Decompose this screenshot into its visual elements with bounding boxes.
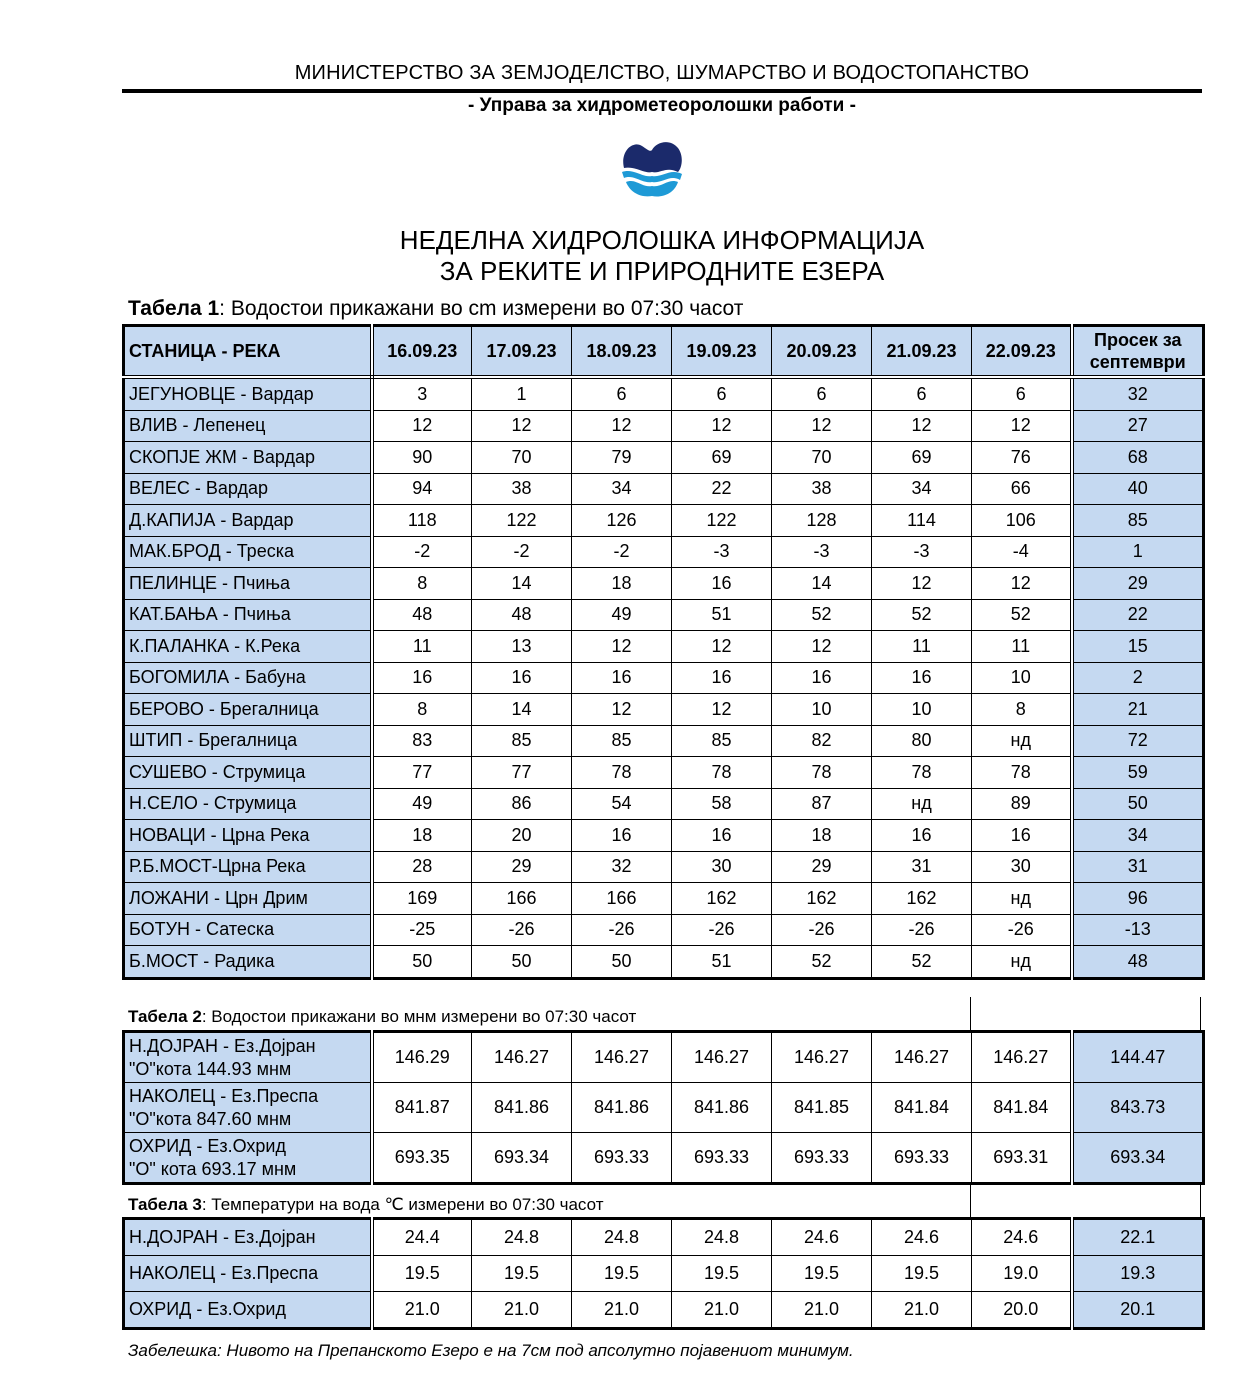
table1-caption — [128, 297, 743, 321]
september-average: 85 — [1072, 505, 1204, 537]
level-value: нд — [872, 788, 972, 820]
level-value: 70 — [472, 442, 572, 474]
level-value: 50 — [572, 946, 672, 979]
level-value: 87 — [772, 788, 872, 820]
level-value: 12 — [472, 410, 572, 442]
temperature-value: 21.0 — [672, 1292, 772, 1329]
lake-station-line-1: Н.ДОЈРАН - Ез.Дојран — [129, 1035, 316, 1056]
level-value: 693.33 — [672, 1133, 772, 1184]
title-line-1: НЕДЕЛНА ХИДРОЛОШКА ИНФОРМАЦИЈА — [399, 225, 925, 255]
level-value: -26 — [472, 914, 572, 946]
level-value: 12 — [872, 410, 972, 442]
level-value: 166 — [472, 883, 572, 915]
lake-station-line-1: ОХРИД - Ез.Охрид — [129, 1135, 286, 1156]
temperature-value: 19.5 — [772, 1256, 872, 1292]
level-value: 77 — [372, 757, 472, 789]
level-value: 22 — [672, 473, 772, 505]
date-header: 20.09.23 — [772, 326, 872, 378]
lake-zero-level: "О" кота 693.17 мнм — [129, 1158, 297, 1179]
level-value: 85 — [572, 725, 672, 757]
level-value: 79 — [572, 442, 672, 474]
level-value: 52 — [972, 599, 1072, 631]
lake-station-name: НАКОЛЕЦ - Ез.Преспа — [124, 1256, 372, 1292]
station-name: БЕРОВО - Брегалница — [124, 694, 372, 726]
level-value: 50 — [372, 946, 472, 979]
level-value: 52 — [872, 599, 972, 631]
level-value: 78 — [772, 757, 872, 789]
september-average: 22.1 — [1072, 1219, 1204, 1256]
table3-water-temperatures — [122, 1217, 1205, 1330]
level-value: 11 — [872, 631, 972, 663]
date-header: 16.09.23 — [372, 326, 472, 378]
station-name: ВЕЛЕС - Вардар — [124, 473, 372, 505]
level-value: 146.27 — [972, 1032, 1072, 1083]
level-value: 12 — [672, 410, 772, 442]
level-value: 693.33 — [572, 1133, 672, 1184]
level-value: 52 — [772, 946, 872, 979]
temperature-value: 24.6 — [972, 1219, 1072, 1256]
level-value: 841.85 — [772, 1083, 872, 1133]
table1-caption-label: Табела 1 — [128, 297, 220, 320]
level-value: 48 — [472, 599, 572, 631]
level-value: 18 — [772, 820, 872, 852]
level-value: 162 — [872, 883, 972, 915]
station-name: СУШЕВО - Струмица — [124, 757, 372, 789]
level-value: 14 — [772, 568, 872, 600]
level-value: 85 — [472, 725, 572, 757]
level-value: 8 — [972, 694, 1072, 726]
table-row — [124, 851, 1204, 883]
september-average: 22 — [1072, 599, 1204, 631]
temperature-value: 21.0 — [772, 1292, 872, 1329]
september-average: 50 — [1072, 788, 1204, 820]
level-value: 11 — [972, 631, 1072, 663]
level-value: -3 — [772, 536, 872, 568]
level-value: 70 — [772, 442, 872, 474]
level-value: 18 — [372, 820, 472, 852]
level-value: 52 — [872, 946, 972, 979]
table-row — [124, 536, 1204, 568]
level-value: 66 — [972, 473, 1072, 505]
temperature-value: 24.6 — [872, 1219, 972, 1256]
september-average: 48 — [1072, 946, 1204, 979]
agency-heading: - Управа за хидрометеоролошки работи - — [468, 95, 856, 116]
table-row — [124, 1032, 1204, 1083]
level-value: 693.31 — [972, 1133, 1072, 1184]
september-average: 2 — [1072, 662, 1204, 694]
table-row — [124, 725, 1204, 757]
level-value: 38 — [472, 473, 572, 505]
table-row — [124, 505, 1204, 537]
level-value: 38 — [772, 473, 872, 505]
station-name: Д.КАПИЈА - Вардар — [124, 505, 372, 537]
level-value: 90 — [372, 442, 472, 474]
september-average: 843.73 — [1072, 1083, 1204, 1133]
temperature-value: 19.5 — [472, 1256, 572, 1292]
september-average: 144.47 — [1072, 1032, 1204, 1083]
table-row — [124, 1292, 1204, 1329]
level-value: 122 — [672, 505, 772, 537]
date-header: 19.09.23 — [672, 326, 772, 378]
lake-station-name — [124, 1032, 372, 1083]
temperature-value: 19.5 — [872, 1256, 972, 1292]
level-value: 86 — [472, 788, 572, 820]
level-value: 80 — [872, 725, 972, 757]
table2-lake-levels — [122, 1030, 1205, 1185]
september-average: -13 — [1072, 914, 1204, 946]
table2-caption-label: Табела 2 — [128, 1007, 202, 1026]
level-value: 10 — [872, 694, 972, 726]
table-row — [124, 820, 1204, 852]
level-value: 16 — [972, 820, 1072, 852]
station-name: ВЛИВ - Лепенец — [124, 410, 372, 442]
avg-header-line-2: септември — [1089, 352, 1186, 372]
caption-divider — [1200, 1183, 1201, 1217]
level-value: 122 — [472, 505, 572, 537]
level-value: 146.27 — [872, 1032, 972, 1083]
level-value: 32 — [572, 851, 672, 883]
level-value: 12 — [972, 410, 1072, 442]
table-row — [124, 914, 1204, 946]
station-name: БОГОМИЛА - Бабуна — [124, 662, 372, 694]
table-row — [124, 1083, 1204, 1133]
table-row — [124, 788, 1204, 820]
temperature-value: 19.0 — [972, 1256, 1072, 1292]
level-value: 16 — [572, 662, 672, 694]
avg-header-line-1: Просек за — [1094, 330, 1182, 350]
temperature-value: 24.8 — [572, 1219, 672, 1256]
lake-station-name — [124, 1133, 372, 1184]
level-value: 146.27 — [672, 1032, 772, 1083]
level-value: 69 — [672, 442, 772, 474]
temperature-value: 24.8 — [472, 1219, 572, 1256]
station-name: ЈЕГУНОВЦЕ - Вардар — [124, 377, 372, 410]
temperature-value: 19.5 — [572, 1256, 672, 1292]
level-value: 16 — [672, 820, 772, 852]
level-value: 51 — [672, 946, 772, 979]
september-average: 27 — [1072, 410, 1204, 442]
table-row — [124, 1256, 1204, 1292]
level-value: 693.34 — [472, 1133, 572, 1184]
temperature-value: 24.8 — [672, 1219, 772, 1256]
level-value: 31 — [872, 851, 972, 883]
station-name: СКОПЈЕ ЖМ - Вардар — [124, 442, 372, 474]
station-name: К.ПАЛАНКА - К.Река — [124, 631, 372, 663]
table1-header-row — [124, 326, 1204, 378]
level-value: 34 — [872, 473, 972, 505]
table-row — [124, 377, 1204, 410]
temperature-value: 21.0 — [372, 1292, 472, 1329]
table-row — [124, 883, 1204, 915]
level-value: 49 — [372, 788, 472, 820]
table3-caption-text: : Температури на вода ℃ измерени во 07:30 часот — [201, 1195, 604, 1214]
table-row — [124, 568, 1204, 600]
level-value: 16 — [772, 662, 872, 694]
september-average: 19.3 — [1072, 1256, 1204, 1292]
level-value: -26 — [572, 914, 672, 946]
table1-river-levels — [122, 324, 1205, 980]
level-value: 12 — [772, 631, 872, 663]
level-value: 52 — [772, 599, 872, 631]
temperature-value: 21.0 — [572, 1292, 672, 1329]
level-value: 126 — [572, 505, 672, 537]
level-value: -2 — [372, 536, 472, 568]
level-value: -25 — [372, 914, 472, 946]
level-value: 8 — [372, 568, 472, 600]
station-name: НОВАЦИ - Црна Река — [124, 820, 372, 852]
september-average: 20.1 — [1072, 1292, 1204, 1329]
level-value: 12 — [672, 631, 772, 663]
level-value: 77 — [472, 757, 572, 789]
level-value: 16 — [672, 568, 772, 600]
level-value: 69 — [872, 442, 972, 474]
level-value: 169 — [372, 883, 472, 915]
september-average: 1 — [1072, 536, 1204, 568]
level-value: 14 — [472, 694, 572, 726]
station-name: ШТИП - Брегалница — [124, 725, 372, 757]
level-value: -26 — [872, 914, 972, 946]
caption-divider — [970, 1183, 971, 1217]
ministry-heading: МИНИСТЕРСТВО ЗА ЗЕМЈОДЕЛСТВО, ШУМАРСТВО И ВОДОСТОПАНСТВО — [294, 62, 1030, 84]
table2-caption-text: : Водостои прикажани во мнм измерени во 07:30 часот — [201, 1007, 637, 1026]
level-value: 34 — [572, 473, 672, 505]
table3-caption-label: Табела 3 — [128, 1195, 202, 1214]
temperature-value: 20.0 — [972, 1292, 1072, 1329]
table-row — [124, 946, 1204, 979]
level-value: 841.84 — [872, 1083, 972, 1133]
level-value: нд — [972, 946, 1072, 979]
level-value: 12 — [672, 694, 772, 726]
level-value: 118 — [372, 505, 472, 537]
level-value: 162 — [772, 883, 872, 915]
station-name: Н.СЕЛО - Струмица — [124, 788, 372, 820]
september-average: 32 — [1072, 377, 1204, 410]
level-value: 78 — [572, 757, 672, 789]
level-value: нд — [972, 725, 1072, 757]
station-header: СТАНИЦА - РЕКА — [124, 326, 372, 378]
level-value: 6 — [572, 377, 672, 410]
table-row — [124, 631, 1204, 663]
table-row — [124, 1133, 1204, 1184]
level-value: 16 — [572, 820, 672, 852]
level-value: 693.33 — [772, 1133, 872, 1184]
document-title — [122, 225, 1202, 287]
caption-divider — [970, 997, 971, 1030]
september-average: 96 — [1072, 883, 1204, 915]
level-value: 128 — [772, 505, 872, 537]
level-value: 3 — [372, 377, 472, 410]
level-value: 30 — [672, 851, 772, 883]
level-value: 841.86 — [572, 1083, 672, 1133]
level-value: 841.86 — [672, 1083, 772, 1133]
september-average: 72 — [1072, 725, 1204, 757]
september-average: 40 — [1072, 473, 1204, 505]
level-value: 16 — [472, 662, 572, 694]
level-value: 6 — [672, 377, 772, 410]
temperature-value: 21.0 — [872, 1292, 972, 1329]
level-value: 106 — [972, 505, 1072, 537]
september-average: 15 — [1072, 631, 1204, 663]
level-value: 54 — [572, 788, 672, 820]
temperature-value: 24.4 — [372, 1219, 472, 1256]
september-average: 59 — [1072, 757, 1204, 789]
level-value: 12 — [872, 568, 972, 600]
level-value: 6 — [772, 377, 872, 410]
level-value: 29 — [772, 851, 872, 883]
level-value: 166 — [572, 883, 672, 915]
level-value: 1 — [472, 377, 572, 410]
date-header: 17.09.23 — [472, 326, 572, 378]
level-value: -3 — [872, 536, 972, 568]
station-name: КАТ.БАЊА - Пчиња — [124, 599, 372, 631]
table-row — [124, 599, 1204, 631]
level-value: 693.33 — [872, 1133, 972, 1184]
level-value: 12 — [572, 631, 672, 663]
lake-station-name — [124, 1083, 372, 1133]
level-value: 6 — [872, 377, 972, 410]
level-value: 94 — [372, 473, 472, 505]
september-average: 29 — [1072, 568, 1204, 600]
level-value: 76 — [972, 442, 1072, 474]
level-value: 841.86 — [472, 1083, 572, 1133]
level-value: 49 — [572, 599, 672, 631]
footnote: Забелешка: Нивото на Препанското Езеро е на 7см под апсолутно појавениот минимум. — [128, 1341, 854, 1360]
level-value: 146.27 — [572, 1032, 672, 1083]
date-header: 21.09.23 — [872, 326, 972, 378]
level-value: нд — [972, 883, 1072, 915]
temperature-value: 19.5 — [372, 1256, 472, 1292]
level-value: 841.87 — [372, 1083, 472, 1133]
level-value: 841.84 — [972, 1083, 1072, 1133]
level-value: -2 — [472, 536, 572, 568]
level-value: 78 — [872, 757, 972, 789]
station-name: Р.Б.МОСТ-Црна Река — [124, 851, 372, 883]
level-value: 51 — [672, 599, 772, 631]
level-value: 58 — [672, 788, 772, 820]
table1-caption-text: : Водостои прикажани во cm измерени во 07:30 часот — [219, 297, 744, 320]
temperature-value: 24.6 — [772, 1219, 872, 1256]
level-value: 83 — [372, 725, 472, 757]
level-value: -2 — [572, 536, 672, 568]
level-value: 10 — [972, 662, 1072, 694]
level-value: -26 — [772, 914, 872, 946]
uhmr-logo-icon — [620, 138, 684, 198]
station-name: БОТУН - Сатеска — [124, 914, 372, 946]
date-header: 22.09.23 — [972, 326, 1072, 378]
level-value: 16 — [872, 662, 972, 694]
lake-zero-level: "О"кота 144.93 мнм — [129, 1058, 292, 1079]
station-name: МАК.БРОД - Треска — [124, 536, 372, 568]
caption-divider — [1200, 997, 1201, 1030]
level-value: 82 — [772, 725, 872, 757]
level-value: 14 — [472, 568, 572, 600]
station-name: Б.МОСТ - Радика — [124, 946, 372, 979]
september-average: 21 — [1072, 694, 1204, 726]
september-average: 68 — [1072, 442, 1204, 474]
table-row — [124, 757, 1204, 789]
table-row — [124, 1219, 1204, 1256]
level-value: 30 — [972, 851, 1072, 883]
title-line-2: ЗА РЕКИТЕ И ПРИРОДНИТЕ ЕЗЕРА — [439, 256, 885, 286]
level-value: 29 — [472, 851, 572, 883]
september-average: 693.34 — [1072, 1133, 1204, 1184]
temperature-value: 19.5 — [672, 1256, 772, 1292]
level-value: -26 — [972, 914, 1072, 946]
level-value: -4 — [972, 536, 1072, 568]
date-header: 18.09.23 — [572, 326, 672, 378]
level-value: 16 — [672, 662, 772, 694]
table-row — [124, 473, 1204, 505]
lake-station-line-1: НАКОЛЕЦ - Ез.Преспа — [129, 1085, 319, 1106]
station-name: ПЕЛИНЦЕ - Пчиња — [124, 568, 372, 600]
table-row — [124, 662, 1204, 694]
level-value: 50 — [472, 946, 572, 979]
level-value: 28 — [372, 851, 472, 883]
level-value: 12 — [372, 410, 472, 442]
level-value: 12 — [572, 410, 672, 442]
table-row — [124, 410, 1204, 442]
table-row — [124, 694, 1204, 726]
level-value: 6 — [972, 377, 1072, 410]
level-value: 12 — [772, 410, 872, 442]
level-value: 13 — [472, 631, 572, 663]
september-average: 31 — [1072, 851, 1204, 883]
table2-caption — [128, 1007, 636, 1027]
level-value: 10 — [772, 694, 872, 726]
level-value: 78 — [972, 757, 1072, 789]
level-value: 11 — [372, 631, 472, 663]
temperature-value: 21.0 — [472, 1292, 572, 1329]
level-value: 146.27 — [772, 1032, 872, 1083]
level-value: 693.35 — [372, 1133, 472, 1184]
level-value: 85 — [672, 725, 772, 757]
september-average: 34 — [1072, 820, 1204, 852]
table3-caption — [128, 1195, 604, 1215]
level-value: 16 — [872, 820, 972, 852]
level-value: 16 — [372, 662, 472, 694]
level-value: 12 — [572, 694, 672, 726]
level-value: -3 — [672, 536, 772, 568]
level-value: -26 — [672, 914, 772, 946]
level-value: 89 — [972, 788, 1072, 820]
table-row — [124, 442, 1204, 474]
level-value: 146.29 — [372, 1032, 472, 1083]
level-value: 20 — [472, 820, 572, 852]
level-value: 18 — [572, 568, 672, 600]
level-value: 12 — [972, 568, 1072, 600]
header-rule — [122, 89, 1202, 93]
level-value: 48 — [372, 599, 472, 631]
level-value: 146.27 — [472, 1032, 572, 1083]
level-value: 8 — [372, 694, 472, 726]
station-name: ЛОЖАНИ - Црн Дрим — [124, 883, 372, 915]
level-value: 114 — [872, 505, 972, 537]
level-value: 162 — [672, 883, 772, 915]
avg-header — [1072, 326, 1204, 378]
lake-station-name: ОХРИД - Ез.Охрид — [124, 1292, 372, 1329]
lake-zero-level: "О"кота 847.60 мнм — [129, 1108, 292, 1129]
lake-station-name: Н.ДОЈРАН - Ез.Дојран — [124, 1219, 372, 1256]
level-value: 78 — [672, 757, 772, 789]
